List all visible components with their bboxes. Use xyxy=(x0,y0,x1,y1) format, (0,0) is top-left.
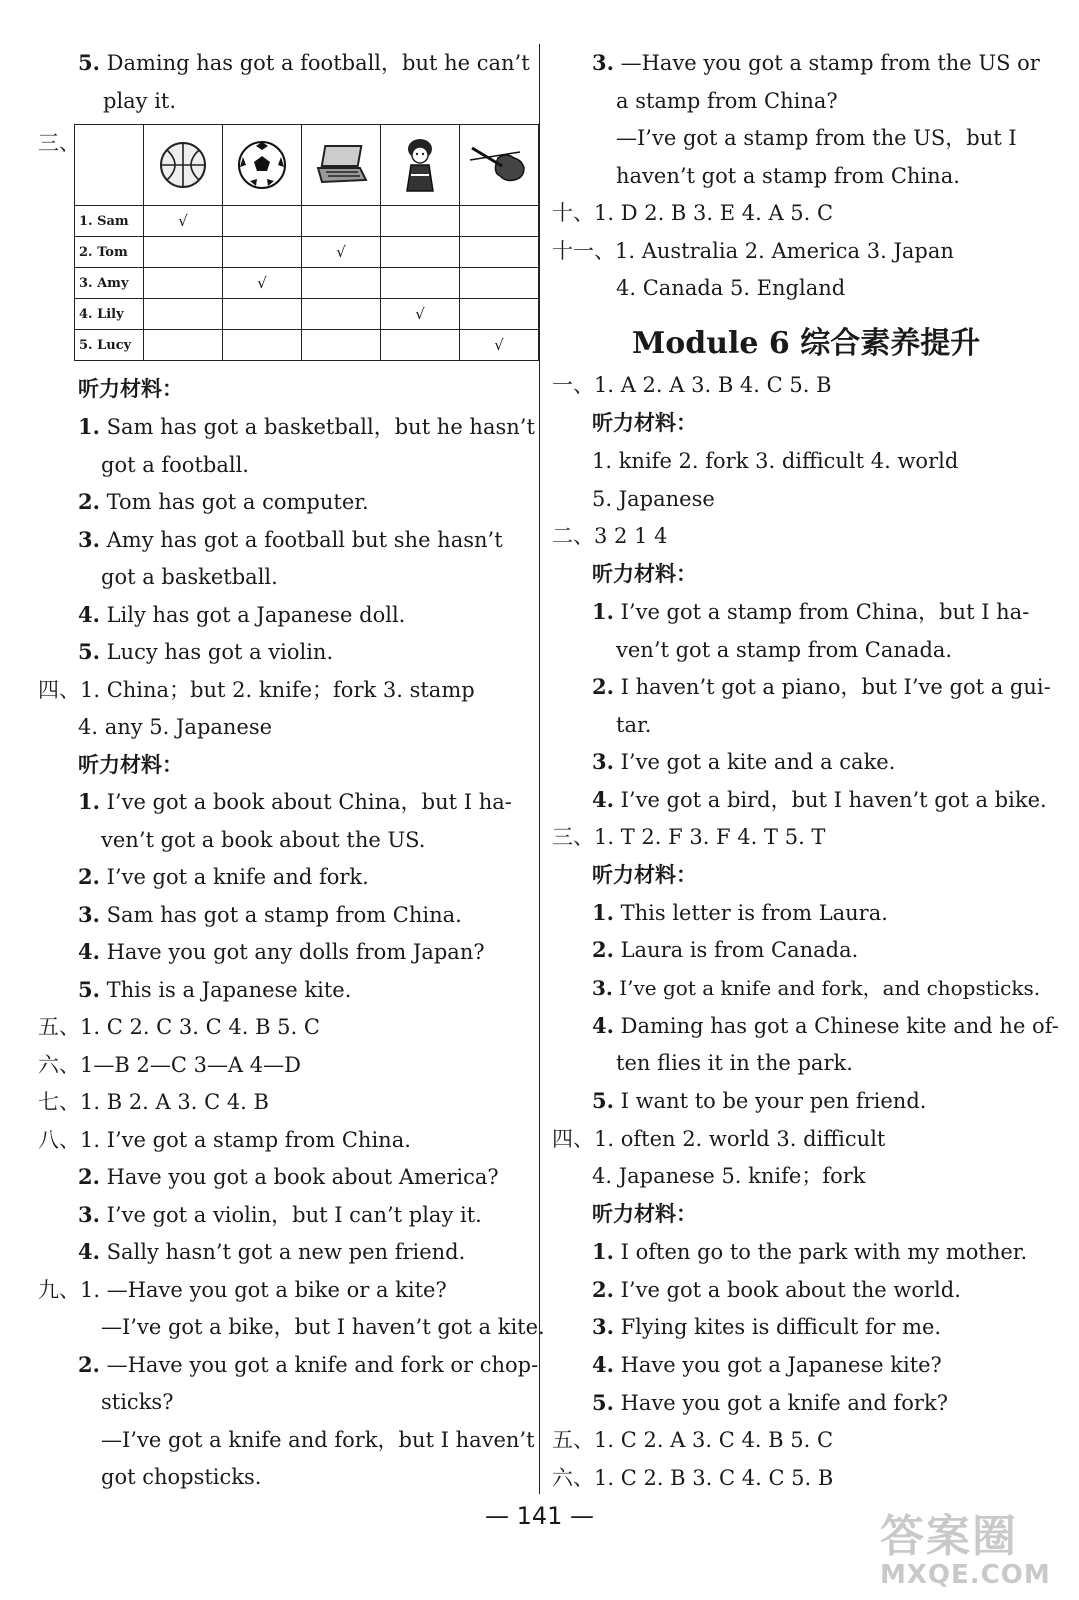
check-cell xyxy=(460,206,539,237)
check-cell xyxy=(144,237,223,268)
table-row xyxy=(75,330,539,361)
check-cell xyxy=(302,330,381,361)
answer-line: 五、1. C 2. C 3. C 4. B 5. C xyxy=(38,1015,320,1039)
check-cell xyxy=(381,268,460,299)
check-cell xyxy=(223,299,302,330)
transcript-line: 4. Daming has got a Chinese kite and he of- xyxy=(592,1013,1059,1038)
transcript-line: 1. This letter is from Laura. xyxy=(592,900,888,925)
check-cell xyxy=(381,237,460,268)
answer-line: 六、1. C 2. B 3. C 4. C 5. B xyxy=(552,1466,834,1490)
listening-material-label: 听力材料： xyxy=(592,561,697,586)
listening-check-table xyxy=(74,124,539,361)
transcript-line: 4. Have you got a Japanese kite? xyxy=(592,1352,942,1377)
student-name: 1. Sam xyxy=(75,206,144,237)
table-icon-cell xyxy=(144,125,223,206)
check-cell: √ xyxy=(302,237,381,268)
answer-line: 4. Canada 5. England xyxy=(616,276,846,300)
transcript-line: 3. I’ve got a kite and a cake. xyxy=(592,749,896,774)
check-cell: √ xyxy=(460,330,539,361)
transcript-line: 3. Amy has got a football but she hasn’t xyxy=(78,527,503,552)
transcript-line: 4. Have you got any dolls from Japan? xyxy=(78,939,485,964)
listening-material-label: 听力材料： xyxy=(78,752,183,777)
transcript-line: 3. Flying kites is difficult for me. xyxy=(592,1314,942,1339)
table-row xyxy=(75,268,539,299)
answer-line: 九、1. —Have you got a bike or a kite? xyxy=(38,1278,447,1302)
table-icon-cell xyxy=(460,125,539,206)
answer-line: 4. Sally hasn’t got a new pen friend. xyxy=(78,1239,466,1264)
transcript-line: 1. I’ve got a book about China，but I ha- xyxy=(78,789,512,814)
transcript-line: 2. I’ve got a knife and fork. xyxy=(78,864,369,889)
answer-line: 七、1. B 2. A 3. C 4. B xyxy=(38,1090,269,1114)
student-name: 5. Lucy xyxy=(75,330,144,361)
section-label: 三、 xyxy=(38,131,80,155)
table-corner-cell xyxy=(75,125,144,206)
student-name: 2. Tom xyxy=(75,237,144,268)
answer-line: 2. Have you got a book about America? xyxy=(78,1164,499,1189)
transcript-line: got a football. xyxy=(101,453,249,477)
answer-line: play it. xyxy=(103,89,177,113)
transcript-line: 1. I often go to the park with my mother. xyxy=(592,1239,1028,1264)
watermark-logo-text: 答案圈 xyxy=(880,1511,1018,1562)
table-row xyxy=(75,237,539,268)
watermark-url: MXQE.COM xyxy=(880,1560,1051,1590)
answer-line: 二、3 2 1 4 xyxy=(552,524,668,548)
transcript-line: 2. I’ve got a book about the world. xyxy=(592,1277,961,1302)
transcript-line: 5. I want to be your pen friend. xyxy=(592,1088,927,1113)
doll-icon xyxy=(399,137,441,193)
answer-line: —I’ve got a stamp from the US，but I xyxy=(616,126,1017,150)
answer-line: haven’t got a stamp from China. xyxy=(616,164,960,188)
answer-line: 3. I’ve got a violin，but I can’t play it. xyxy=(78,1202,482,1227)
listening-material-label: 听力材料： xyxy=(592,1201,697,1226)
violin-icon xyxy=(468,142,530,188)
table-row xyxy=(75,299,539,330)
check-cell xyxy=(223,237,302,268)
check-cell xyxy=(223,206,302,237)
check-cell xyxy=(460,268,539,299)
check-cell xyxy=(381,206,460,237)
transcript-line: 3. I’ve got a knife and fork，and chopsticks. xyxy=(592,976,1041,1000)
transcript-line: 5. This is a Japanese kite. xyxy=(78,977,352,1002)
check-cell xyxy=(223,330,302,361)
answer-line: 八、1. I’ve got a stamp from China. xyxy=(38,1128,411,1152)
transcript-line: 1. Sam has got a basketball，but he hasn’t xyxy=(78,414,535,439)
transcript-line: 1. I’ve got a stamp from China，but I ha- xyxy=(592,599,1030,624)
answer-line: got chopsticks. xyxy=(101,1465,262,1489)
check-cell xyxy=(460,299,539,330)
transcript-line: 4. I’ve got a bird，but I haven’t got a bike. xyxy=(592,787,1047,812)
module-heading: Module 6 综合素养提升 xyxy=(632,326,981,361)
football-icon xyxy=(236,139,288,191)
answer-line: 三、1. T 2. F 3. F 4. T 5. T xyxy=(552,825,826,849)
answer-line: 2. —Have you got a knife and fork or chop- xyxy=(78,1352,539,1377)
check-cell xyxy=(144,330,223,361)
table-icon-cell xyxy=(223,125,302,206)
transcript-line: 2. Tom has got a computer. xyxy=(78,489,369,514)
transcript-line: 4. Lily has got a Japanese doll. xyxy=(78,602,406,627)
transcript-line: ten flies it in the park. xyxy=(616,1051,853,1075)
answer-line: sticks? xyxy=(101,1390,174,1414)
answer-line: 3. —Have you got a stamp from the US or xyxy=(592,50,1040,75)
transcript-line: tar. xyxy=(616,713,652,737)
answer-line: 5. Daming has got a football，but he can’t xyxy=(78,50,530,75)
check-cell xyxy=(381,330,460,361)
transcript-line: 5. Have you got a knife and fork? xyxy=(592,1390,948,1415)
transcript-line: 2. Laura is from Canada. xyxy=(592,937,859,962)
transcript-line: 5. Lucy has got a violin. xyxy=(78,639,334,664)
transcript-line: 5. Japanese xyxy=(592,487,715,511)
answer-line: 一、1. A 2. A 3. B 4. C 5. B xyxy=(552,373,832,397)
table-row xyxy=(75,206,539,237)
page-number: — 141 — xyxy=(484,1502,595,1530)
transcript-line: 1. knife 2. fork 3. difficult 4. world xyxy=(592,449,959,473)
listening-material-label: 听力材料： xyxy=(78,376,183,401)
check-cell: √ xyxy=(381,299,460,330)
answer-line: 十一、1. Australia 2. America 3. Japan xyxy=(552,239,954,263)
answer-line: —I’ve got a bike，but I haven’t got a kite. xyxy=(101,1315,545,1339)
check-cell xyxy=(302,268,381,299)
answer-line: 四、1. often 2. world 3. difficult xyxy=(552,1127,886,1151)
answer-line: 十、1. D 2. B 3. E 4. A 5. C xyxy=(552,201,834,225)
student-name: 3. Amy xyxy=(75,268,144,299)
site-watermark xyxy=(880,1500,1070,1590)
computer-icon xyxy=(312,142,370,188)
transcript-line: ven’t got a stamp from Canada. xyxy=(616,638,953,662)
listening-material-label: 听力材料： xyxy=(592,862,697,887)
basketball-icon xyxy=(158,140,208,190)
table-icon-cell xyxy=(302,125,381,206)
check-cell: √ xyxy=(223,268,302,299)
table-header-row xyxy=(75,125,539,206)
transcript-line: got a basketball. xyxy=(101,565,278,589)
answer-line: 四、1. China；but 2. knife；fork 3. stamp xyxy=(38,678,475,702)
column-divider xyxy=(539,44,540,1494)
answer-line: —I’ve got a knife and fork，but I haven’t xyxy=(101,1428,535,1452)
check-cell xyxy=(144,299,223,330)
check-cell xyxy=(302,299,381,330)
answer-line: 六、1—B 2—C 3—A 4—D xyxy=(38,1053,301,1077)
listening-material-label: 听力材料： xyxy=(592,410,697,435)
transcript-line: ven’t got a book about the US. xyxy=(101,828,426,852)
transcript-line: 3. Sam has got a stamp from China. xyxy=(78,902,462,927)
student-name: 4. Lily xyxy=(75,299,144,330)
check-cell xyxy=(302,206,381,237)
answer-line: 五、1. C 2. A 3. C 4. B 5. C xyxy=(552,1428,834,1452)
check-cell xyxy=(144,268,223,299)
check-cell xyxy=(460,237,539,268)
answer-line: 4. Japanese 5. knife；fork xyxy=(592,1164,866,1188)
answer-line: a stamp from China? xyxy=(616,89,838,113)
transcript-line: 2. I haven’t got a piano，but I’ve got a gui- xyxy=(592,674,1051,699)
table-icon-cell xyxy=(381,125,460,206)
answer-line: 4. any 5. Japanese xyxy=(78,715,273,739)
check-cell: √ xyxy=(144,206,223,237)
